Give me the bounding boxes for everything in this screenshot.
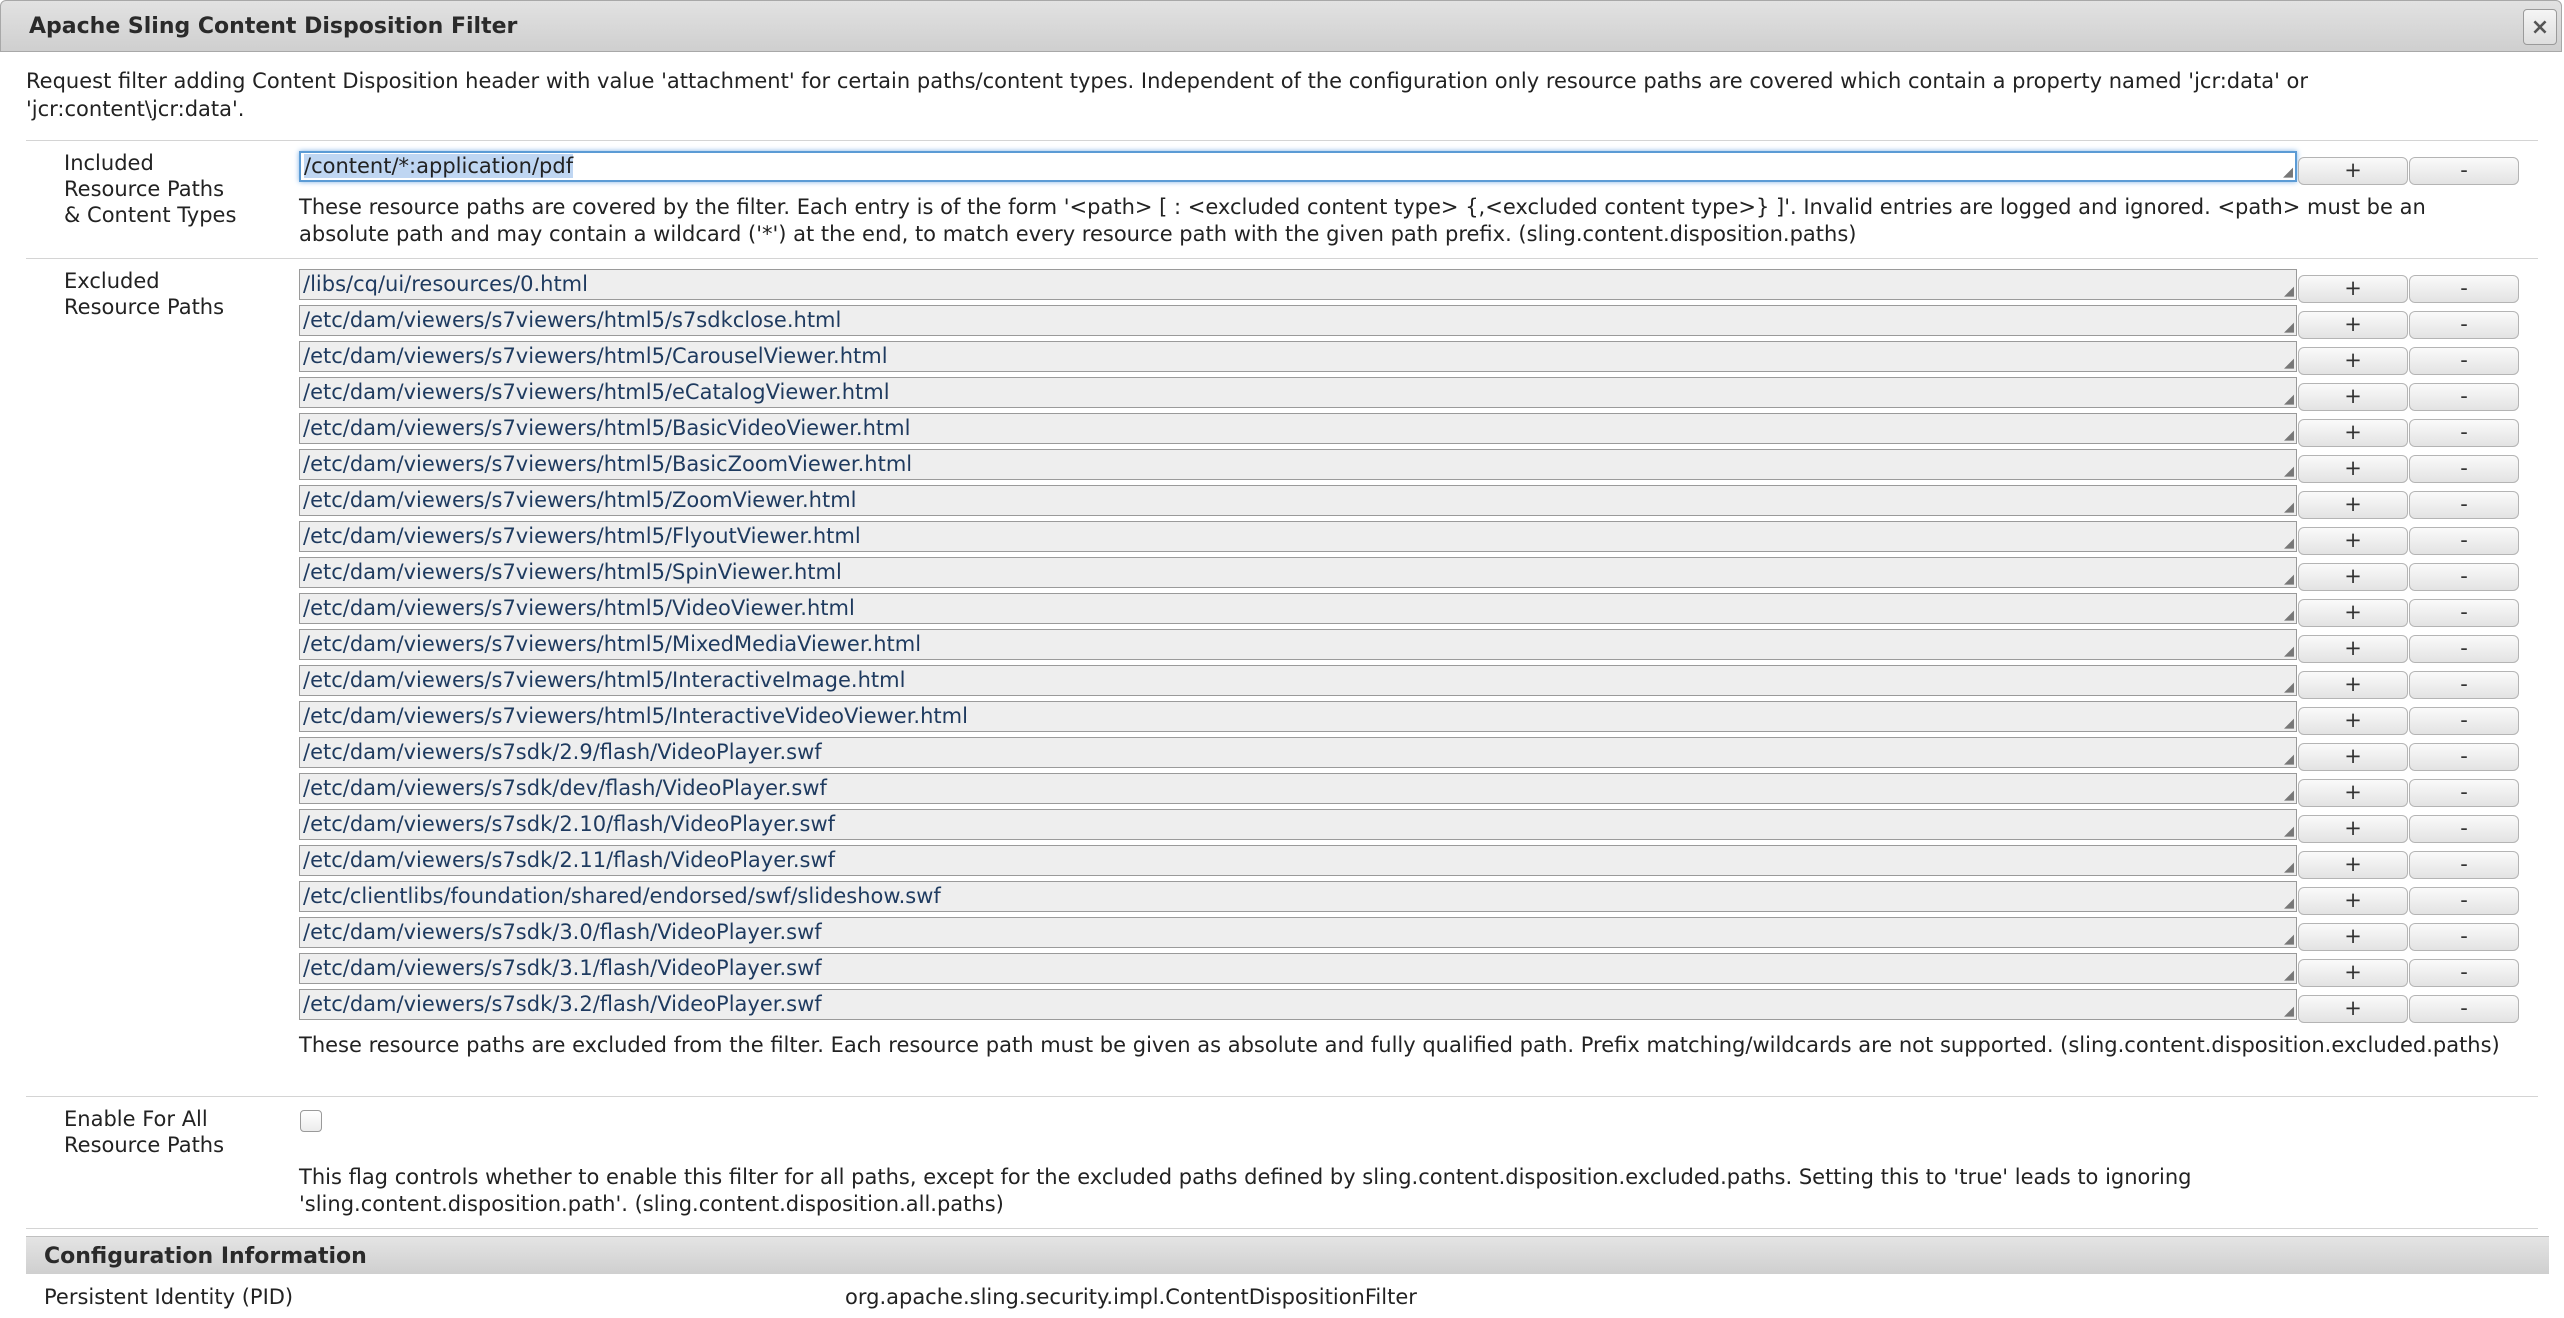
resize-grip-icon[interactable]: ◢ [2284, 860, 2294, 875]
excluded-path-value: /etc/dam/viewers/s7viewers/html5/eCatalogViewer.html [303, 380, 890, 404]
resize-grip-icon[interactable]: ◢ [2284, 356, 2294, 371]
excluded-path-input[interactable] [299, 377, 2297, 408]
excluded-add-button[interactable]: + [2298, 455, 2408, 483]
resize-grip-icon[interactable]: ◢ [2284, 752, 2294, 767]
excluded-remove-button[interactable]: - [2409, 743, 2519, 771]
excluded-remove-button[interactable]: - [2409, 347, 2519, 375]
excluded-path-value: /etc/dam/viewers/s7viewers/html5/VideoViewer.html [303, 596, 855, 620]
excluded-path-input[interactable] [299, 845, 2297, 876]
close-icon: × [2530, 14, 2550, 40]
excluded-path-value: /etc/dam/viewers/s7viewers/html5/CarouselViewer.html [303, 344, 888, 368]
excluded-path-value: /etc/dam/viewers/s7viewers/html5/FlyoutViewer.html [303, 524, 861, 548]
excluded-path-input[interactable] [299, 413, 2297, 444]
excluded-add-button[interactable]: + [2298, 275, 2408, 303]
divider [26, 258, 2538, 259]
included-paths-help: These resource paths are covered by the filter. Each entry is of the form '<path> [ : <excluded content type> {,<excluded content type>} ]'. Invalid entries are logged and ignored. <path> must be an absolute path and may contain a wildcard ('*') at the end, to match every resource path with the given path prefix. (sling.content.disposition.paths) [299, 195, 2426, 246]
excluded-add-button[interactable]: + [2298, 491, 2408, 519]
excluded-path-input[interactable] [299, 269, 2297, 300]
excluded-remove-button[interactable]: - [2409, 887, 2519, 915]
resize-grip-icon[interactable]: ◢ [2284, 824, 2294, 839]
config-info-header [26, 1236, 2549, 1274]
excluded-add-button[interactable]: + [2298, 671, 2408, 699]
resize-grip-icon[interactable]: ◢ [2284, 716, 2294, 731]
excluded-path-input[interactable] [299, 557, 2297, 588]
excluded-remove-button[interactable]: - [2409, 815, 2519, 843]
excluded-remove-button[interactable]: - [2409, 995, 2519, 1023]
excluded-add-button[interactable]: + [2298, 923, 2408, 951]
excluded-path-input[interactable] [299, 881, 2297, 912]
excluded-remove-button[interactable]: - [2409, 383, 2519, 411]
excluded-path-value: /etc/dam/viewers/s7viewers/html5/InteractiveImage.html [303, 668, 906, 692]
pid-value: org.apache.sling.security.impl.ContentDispositionFilter [845, 1285, 1417, 1309]
divider [26, 1096, 2538, 1097]
excluded-path-value: /etc/clientlibs/foundation/shared/endorsed/swf/slideshow.swf [303, 884, 941, 908]
dialog-title: Apache Sling Content Disposition Filter [29, 14, 518, 39]
excluded-path-input[interactable] [299, 701, 2297, 732]
excluded-path-input[interactable] [299, 521, 2297, 552]
resize-grip-icon[interactable]: ◢ [2284, 788, 2294, 803]
resize-grip-icon[interactable]: ◢ [2284, 284, 2294, 299]
resize-grip-icon[interactable]: ◢ [2284, 572, 2294, 587]
excluded-add-button[interactable]: + [2298, 707, 2408, 735]
excluded-remove-button[interactable]: - [2409, 707, 2519, 735]
excluded-add-button[interactable]: + [2298, 851, 2408, 879]
excluded-path-input[interactable] [299, 737, 2297, 768]
excluded-add-button[interactable]: + [2298, 743, 2408, 771]
resize-grip-icon[interactable]: ◢ [2284, 608, 2294, 623]
excluded-remove-button[interactable]: - [2409, 599, 2519, 627]
excluded-path-value: /etc/dam/viewers/s7viewers/html5/BasicZoomViewer.html [303, 452, 913, 476]
resize-grip-icon[interactable]: ◢ [2284, 464, 2294, 479]
excluded-path-input[interactable] [299, 341, 2297, 372]
resize-grip-icon[interactable]: ◢ [2284, 428, 2294, 443]
enable-all-label: Enable For All Resource Paths [64, 1107, 225, 1157]
included-path-value: /content/*:application/pdf [304, 154, 574, 178]
excluded-add-button[interactable]: + [2298, 383, 2408, 411]
excluded-path-value: /etc/dam/viewers/s7viewers/html5/s7sdkclose.html [303, 308, 842, 332]
excluded-path-value: /etc/dam/viewers/s7sdk/3.1/flash/VideoPlayer.swf [303, 956, 822, 980]
excluded-add-button[interactable]: + [2298, 635, 2408, 663]
excluded-remove-button[interactable]: - [2409, 455, 2519, 483]
included-paths-label: Included Resource Paths & Content Types [64, 151, 237, 227]
resize-grip-icon[interactable]: ◢ [2284, 500, 2294, 515]
excluded-paths-label: Excluded Resource Paths [64, 269, 225, 319]
excluded-path-input[interactable] [299, 917, 2297, 948]
excluded-path-input[interactable] [299, 629, 2297, 660]
excluded-path-input[interactable] [299, 989, 2297, 1020]
divider [26, 140, 2538, 141]
excluded-remove-button[interactable]: - [2409, 779, 2519, 807]
excluded-path-input[interactable] [299, 773, 2297, 804]
excluded-remove-button[interactable]: - [2409, 851, 2519, 879]
excluded-remove-button[interactable]: - [2409, 563, 2519, 591]
excluded-add-button[interactable]: + [2298, 995, 2408, 1023]
dialog-titlebar [0, 0, 2562, 52]
enable-all-checkbox[interactable] [300, 1110, 322, 1132]
excluded-path-value: /etc/dam/viewers/s7sdk/2.9/flash/VideoPlayer.swf [303, 740, 822, 764]
excluded-add-button[interactable]: + [2298, 599, 2408, 627]
excluded-path-input[interactable] [299, 485, 2297, 516]
excluded-remove-button[interactable]: - [2409, 419, 2519, 447]
excluded-remove-button[interactable]: - [2409, 635, 2519, 663]
excluded-path-value: /etc/dam/viewers/s7viewers/html5/ZoomViewer.html [303, 488, 857, 512]
excluded-path-value: /etc/dam/viewers/s7sdk/3.2/flash/VideoPlayer.swf [303, 992, 822, 1016]
excluded-path-input[interactable] [299, 305, 2297, 336]
excluded-path-value: /etc/dam/viewers/s7viewers/html5/BasicVideoViewer.html [303, 416, 911, 440]
excluded-path-value: /etc/dam/viewers/s7viewers/html5/MixedMediaViewer.html [303, 632, 922, 656]
included-path-input[interactable] [299, 151, 2297, 182]
excluded-path-value: /etc/dam/viewers/s7sdk/dev/flash/VideoPlayer.swf [303, 776, 827, 800]
included-add-button[interactable]: + [2298, 157, 2408, 185]
excluded-path-value: /etc/dam/viewers/s7viewers/html5/SpinViewer.html [303, 560, 842, 584]
excluded-paths-help: These resource paths are excluded from the filter. Each resource path must be given as absolute and fully qualified path. Prefix matching/wildcards are not supported. (sling.content.disposition.excluded.paths) [299, 1033, 2500, 1057]
excluded-path-value: /etc/dam/viewers/s7sdk/2.10/flash/VideoPlayer.swf [303, 812, 836, 836]
excluded-add-button[interactable]: + [2298, 563, 2408, 591]
resize-grip-icon[interactable]: ◢ [2284, 644, 2294, 659]
excluded-add-button[interactable]: + [2298, 419, 2408, 447]
excluded-add-button[interactable]: + [2298, 887, 2408, 915]
excluded-add-button[interactable]: + [2298, 347, 2408, 375]
resize-grip-icon[interactable]: ◢ [2284, 896, 2294, 911]
excluded-path-value: /etc/dam/viewers/s7sdk/2.11/flash/VideoPlayer.swf [303, 848, 836, 872]
excluded-path-input[interactable] [299, 809, 2297, 840]
excluded-remove-button[interactable]: - [2409, 275, 2519, 303]
excluded-remove-button[interactable]: - [2409, 311, 2519, 339]
resize-grip-icon[interactable]: ◢ [2284, 1004, 2294, 1019]
excluded-path-input[interactable] [299, 593, 2297, 624]
excluded-add-button[interactable]: + [2298, 311, 2408, 339]
excluded-path-input[interactable] [299, 665, 2297, 696]
pid-label: Persistent Identity (PID) [44, 1285, 294, 1309]
resize-grip-icon[interactable]: ◢ [2284, 932, 2294, 947]
resize-grip-icon[interactable]: ◢ [2284, 536, 2294, 551]
excluded-add-button[interactable]: + [2298, 959, 2408, 987]
resize-grip-icon[interactable]: ◢ [2284, 968, 2294, 983]
excluded-add-button[interactable]: + [2298, 779, 2408, 807]
excluded-path-input[interactable] [299, 953, 2297, 984]
excluded-remove-button[interactable]: - [2409, 491, 2519, 519]
excluded-remove-button[interactable]: - [2409, 959, 2519, 987]
excluded-add-button[interactable]: + [2298, 527, 2408, 555]
config-info-title: Configuration Information [44, 1244, 367, 1269]
included-remove-button[interactable]: - [2409, 157, 2519, 185]
enable-all-help: This flag controls whether to enable this filter for all paths, except for the excluded paths defined by sling.content.disposition.excluded.paths. Setting this to 'true' leads to ignoring 'sling.content.disposition.path'. (sling.content.disposition.all.paths) [299, 1165, 2192, 1216]
excluded-path-input[interactable] [299, 449, 2297, 480]
excluded-remove-button[interactable]: - [2409, 923, 2519, 951]
resize-grip-icon[interactable]: ◢ [2284, 680, 2294, 695]
excluded-remove-button[interactable]: - [2409, 671, 2519, 699]
resize-grip-icon[interactable]: ◢ [2284, 320, 2294, 335]
excluded-path-value: /etc/dam/viewers/s7sdk/3.0/flash/VideoPlayer.swf [303, 920, 822, 944]
excluded-remove-button[interactable]: - [2409, 527, 2519, 555]
excluded-path-value: /etc/dam/viewers/s7viewers/html5/InteractiveVideoViewer.html [303, 704, 968, 728]
excluded-add-button[interactable]: + [2298, 815, 2408, 843]
resize-grip-icon[interactable]: ◢ [2283, 165, 2293, 180]
excluded-path-value: /libs/cq/ui/resources/0.html [303, 272, 588, 296]
resize-grip-icon[interactable]: ◢ [2284, 392, 2294, 407]
dialog-description: Request filter adding Content Disposition header with value 'attachment' for certain paths/content types. Independent of the configuration only resource paths are covered which contain a property named 'jcr:data' or 'jcr:content\jcr:data'. [26, 69, 2309, 121]
divider [26, 1228, 2538, 1229]
close-button[interactable] [2523, 9, 2557, 45]
